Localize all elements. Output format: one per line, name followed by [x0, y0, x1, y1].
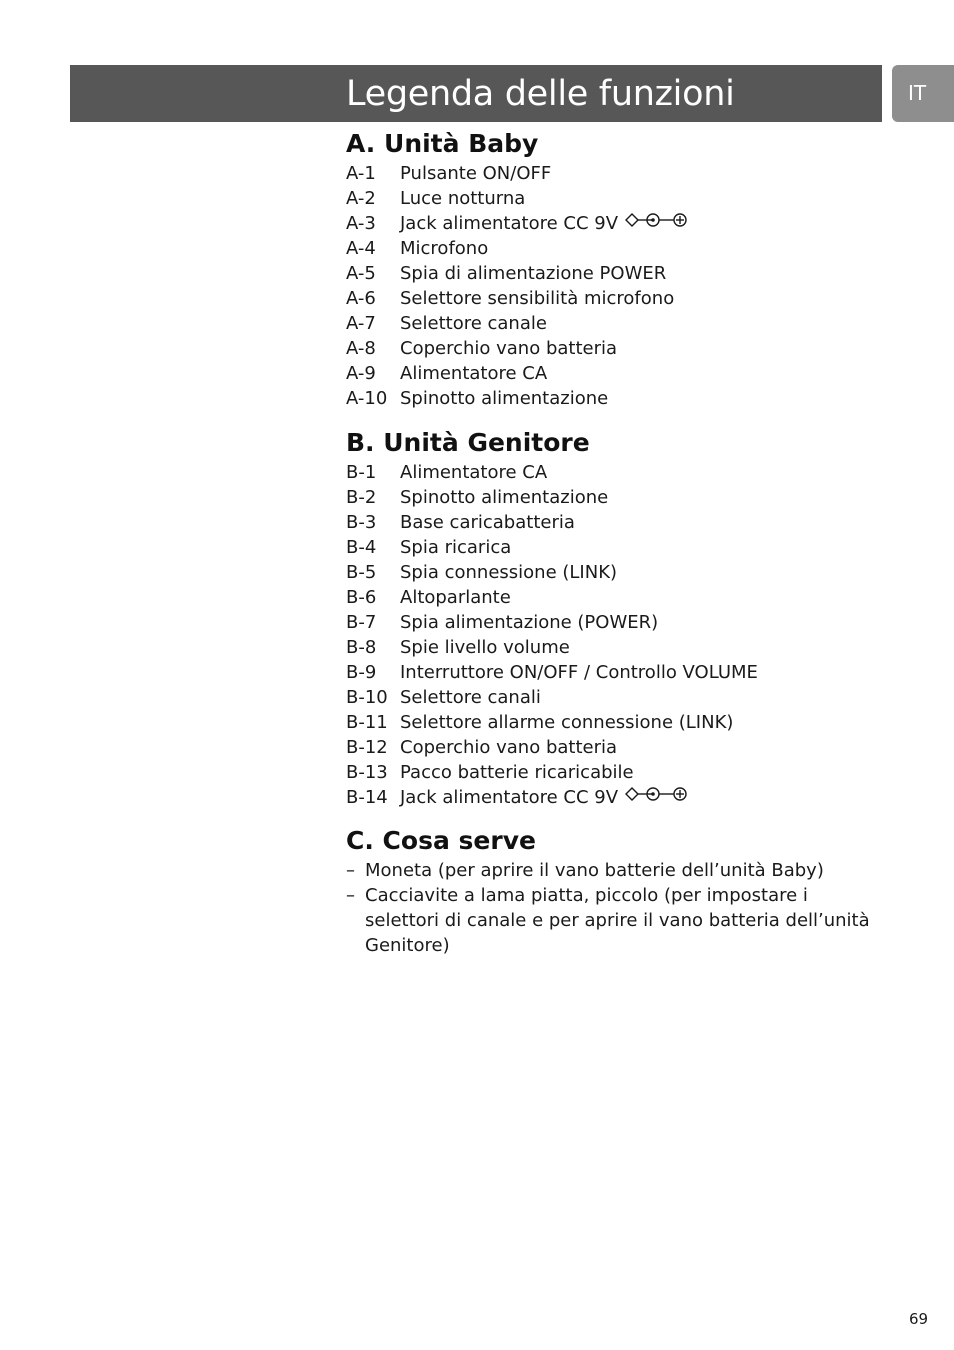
list-item — [346, 858, 876, 883]
list-item — [346, 261, 689, 286]
item-label: Luce notturna — [400, 188, 526, 209]
item-label: Jack alimentatore CC 9V — [400, 213, 619, 234]
item-code: A-2 — [346, 188, 376, 209]
item-label: Spinotto alimentazione — [400, 388, 609, 409]
item-code: B-9 — [346, 662, 377, 683]
item-label: Spia ricarica — [400, 537, 512, 558]
item-label: Coperchio vano batteria — [400, 737, 618, 758]
list-item — [346, 510, 758, 535]
list-item — [346, 361, 689, 386]
section-baby-unit — [346, 127, 689, 411]
item-label: Spie livello volume — [400, 637, 570, 658]
item-code: B-5 — [346, 562, 377, 583]
section-heading-parent: B. Unità Genitore — [346, 428, 590, 457]
list-item — [346, 610, 758, 635]
language-tab-label: IT — [908, 81, 927, 105]
list-item — [346, 311, 689, 336]
bullet-dash: – — [346, 885, 355, 906]
list-item — [346, 460, 758, 485]
list-item — [346, 785, 758, 810]
list-item — [346, 336, 689, 361]
item-code: B-3 — [346, 512, 377, 533]
title-bar — [70, 65, 882, 122]
section-parent-unit — [346, 426, 758, 810]
item-code: B-4 — [346, 537, 377, 558]
item-code: A-7 — [346, 313, 376, 334]
list-item — [346, 710, 758, 735]
item-label: Microfono — [400, 238, 489, 259]
page-number: 69 — [909, 1310, 929, 1328]
item-text: Cacciavite a lama piatta, piccolo (per impostare i selettori di canale e per aprire il vano batteria dell’unità Genitore) — [365, 885, 870, 956]
item-code: A-3 — [346, 213, 376, 234]
item-code: A-6 — [346, 288, 376, 309]
list-item — [346, 485, 758, 510]
list-item — [346, 585, 758, 610]
item-code: B-7 — [346, 612, 377, 633]
section-what-you-need — [346, 824, 876, 958]
item-code: B-12 — [346, 737, 388, 758]
list-item — [346, 685, 758, 710]
what-you-need-list — [346, 858, 876, 958]
item-code: B-1 — [346, 462, 377, 483]
section-heading-what-you-need: C. Cosa serve — [346, 826, 536, 855]
page-title: Legenda delle funzioni — [346, 74, 735, 114]
item-label: Spinotto alimentazione — [400, 487, 609, 508]
item-label: Spia alimentazione (POWER) — [400, 612, 659, 633]
list-item — [346, 535, 758, 560]
item-label: Selettore sensibilità microfono — [400, 288, 675, 309]
item-code: A-5 — [346, 263, 376, 284]
list-item — [346, 186, 689, 211]
section-heading-baby: A. Unità Baby — [346, 129, 539, 158]
item-label: Selettore canali — [400, 687, 541, 708]
item-code: B-14 — [346, 787, 388, 808]
item-code: A-1 — [346, 163, 376, 184]
language-tab — [892, 65, 954, 122]
list-item — [346, 161, 689, 186]
parent-unit-list — [346, 460, 758, 810]
item-label: Alimentatore CA — [400, 462, 548, 483]
dc-polarity-icon — [625, 785, 689, 810]
item-code: B-2 — [346, 487, 377, 508]
item-label: Selettore allarme connessione (LINK) — [400, 712, 734, 733]
bullet-dash: – — [346, 860, 355, 881]
dc-polarity-icon — [625, 211, 689, 236]
item-label: Pulsante ON/OFF — [400, 163, 552, 184]
item-label: Interruttore ON/OFF / Controllo VOLUME — [400, 662, 758, 683]
item-label: Base caricabatteria — [400, 512, 575, 533]
item-code: B-10 — [346, 687, 388, 708]
list-item — [346, 386, 689, 411]
item-label: Altoparlante — [400, 587, 511, 608]
item-code: A-9 — [346, 363, 376, 384]
list-item — [346, 760, 758, 785]
item-code: A-8 — [346, 338, 376, 359]
list-item — [346, 286, 689, 311]
list-item — [346, 735, 758, 760]
item-code: A-10 — [346, 388, 388, 409]
baby-unit-list — [346, 161, 689, 411]
list-item — [346, 660, 758, 685]
item-code: B-11 — [346, 712, 388, 733]
list-item — [346, 560, 758, 585]
item-label: Selettore canale — [400, 313, 547, 334]
list-item — [346, 635, 758, 660]
item-label: Spia di alimentazione POWER — [400, 263, 667, 284]
item-label: Pacco batterie ricaricabile — [400, 762, 634, 783]
item-label: Coperchio vano batteria — [400, 338, 618, 359]
item-label: Alimentatore CA — [400, 363, 548, 384]
item-text: Moneta (per aprire il vano batterie dell’unità Baby) — [365, 860, 824, 881]
item-code: A-4 — [346, 238, 376, 259]
item-code: B-6 — [346, 587, 377, 608]
list-item — [346, 236, 689, 261]
list-item — [346, 883, 876, 958]
item-code: B-13 — [346, 762, 388, 783]
item-label: Spia connessione (LINK) — [400, 562, 618, 583]
item-label: Jack alimentatore CC 9V — [400, 787, 619, 808]
item-code: B-8 — [346, 637, 377, 658]
list-item — [346, 211, 689, 236]
